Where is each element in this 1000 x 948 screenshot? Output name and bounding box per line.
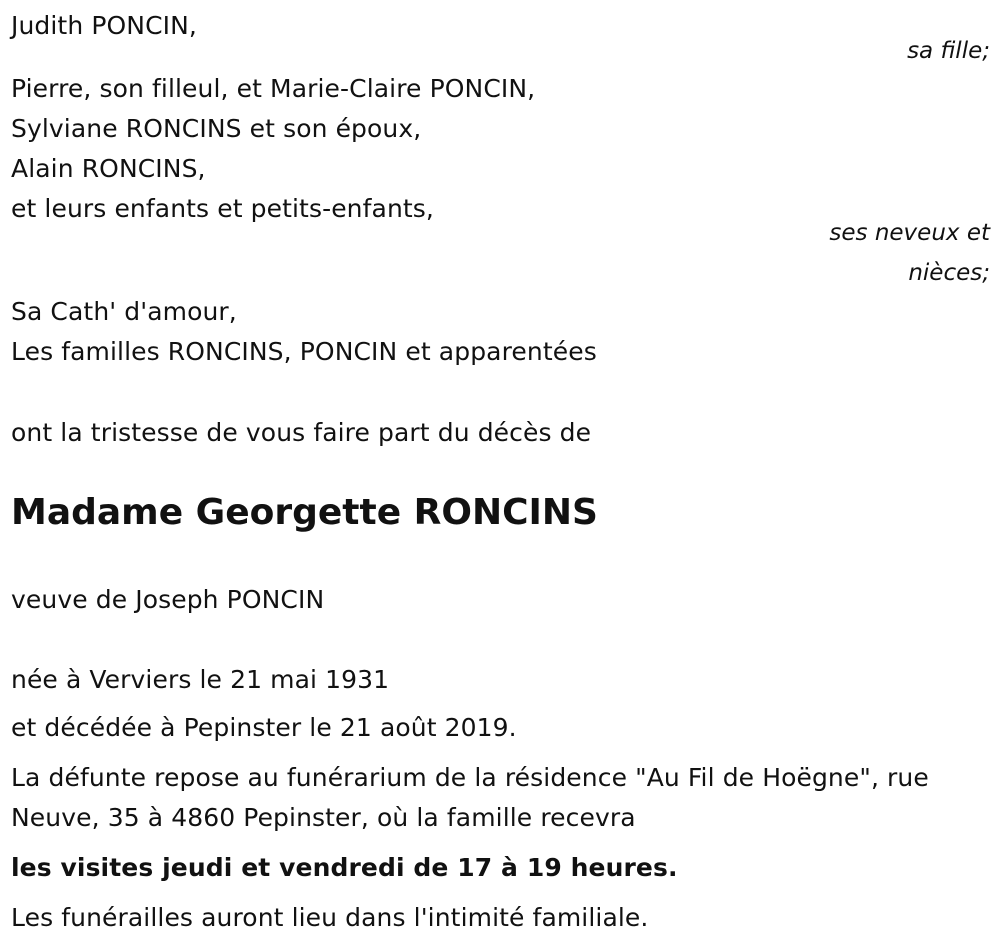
death-line: et décédée à Pepinster le 21 août 2019.: [11, 713, 517, 742]
birth-line: née à Verviers le 21 mai 1931: [11, 665, 390, 694]
family-line-judith: Judith PONCIN,: [11, 11, 197, 40]
rest-line-1: La défunte repose au funérarium de la résidence "Au Fil de Hoëgne", rue: [11, 763, 929, 792]
role-daughter: sa fille;: [907, 38, 990, 64]
widow-line: veuve de Joseph PONCIN: [11, 585, 325, 614]
family-line-children: et leurs enfants et petits-enfants,: [11, 194, 434, 223]
intro-text: ont la tristesse de vous faire part du décès de: [11, 418, 592, 447]
funeral-line: Les funérailles auront lieu dans l'intimité familiale.: [11, 903, 649, 932]
family-line-cath: Sa Cath' d'amour,: [11, 297, 237, 326]
family-line-families: Les familles RONCINS, PONCIN et apparentées: [11, 337, 597, 366]
role-nieces: nièces;: [908, 260, 990, 286]
family-line-sylviane: Sylviane RONCINS et son époux,: [11, 114, 422, 143]
rest-line-2: Neuve, 35 à 4860 Pepinster, où la famille recevra: [11, 803, 636, 832]
deceased-name: Madame Georgette RONCINS: [11, 492, 598, 533]
role-nephews: ses neveux et: [829, 220, 990, 246]
family-line-alain: Alain RONCINS,: [11, 154, 206, 183]
family-line-pierre: Pierre, son filleul, et Marie-Claire PONCIN,: [11, 74, 536, 103]
visits-line: les visites jeudi et vendredi de 17 à 19 heures.: [11, 853, 678, 882]
